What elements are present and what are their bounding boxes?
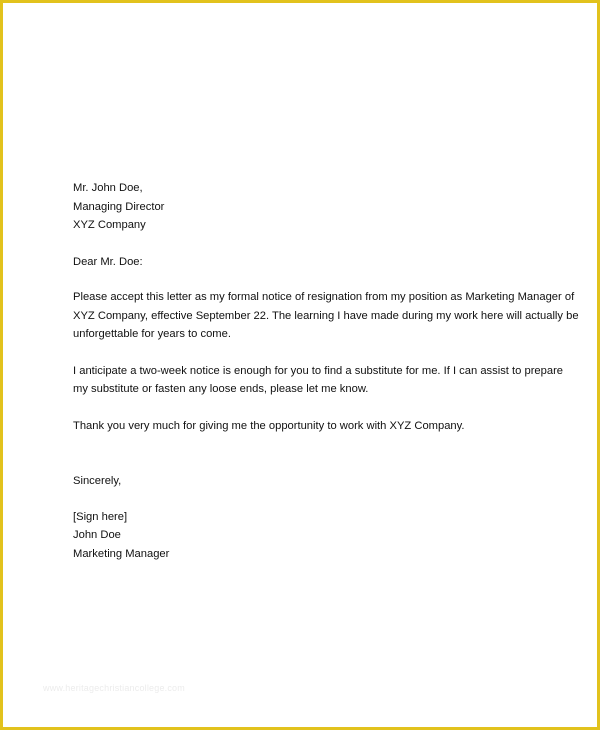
paragraph-resignation: [73, 288, 579, 344]
paragraph-line: my substitute or fasten any loose ends, please let me know.: [73, 383, 369, 395]
paragraph-line: unforgettable for years to come.: [73, 328, 231, 340]
watermark-text: www.heritagechristiancollege.com: [43, 683, 185, 693]
signature-block: [73, 508, 560, 564]
signature-name: John Doe: [73, 529, 121, 541]
salutation: Dear Mr. Doe:: [73, 255, 143, 268]
signature-placeholder: [Sign here]: [73, 510, 128, 523]
paragraph-notice: [73, 362, 564, 399]
letter-body: [73, 179, 579, 563]
closing: Sincerely,: [73, 475, 122, 487]
paragraph-thanks: [73, 417, 560, 436]
recipient-name: Mr. John Doe,: [73, 182, 143, 194]
paragraph-line: Thank you very much for giving me the opportunity to work with XYZ Company.: [73, 419, 465, 432]
paragraph-line: Please accept this letter as my formal notice of resignation from my position as Marketing Manager of: [73, 291, 575, 303]
recipient-company: XYZ Company: [73, 219, 146, 231]
recipient-block: [73, 179, 560, 235]
paragraph-line: I anticipate a two-week notice is enough for you to find a substitute for me. If I can assist to prepare: [73, 364, 564, 377]
recipient-title: Managing Director: [73, 200, 165, 213]
paragraph-line: XYZ Company, effective September 22. The learning I have made during my work here will actually be: [73, 309, 579, 322]
signature-title: Marketing Manager: [73, 547, 170, 560]
